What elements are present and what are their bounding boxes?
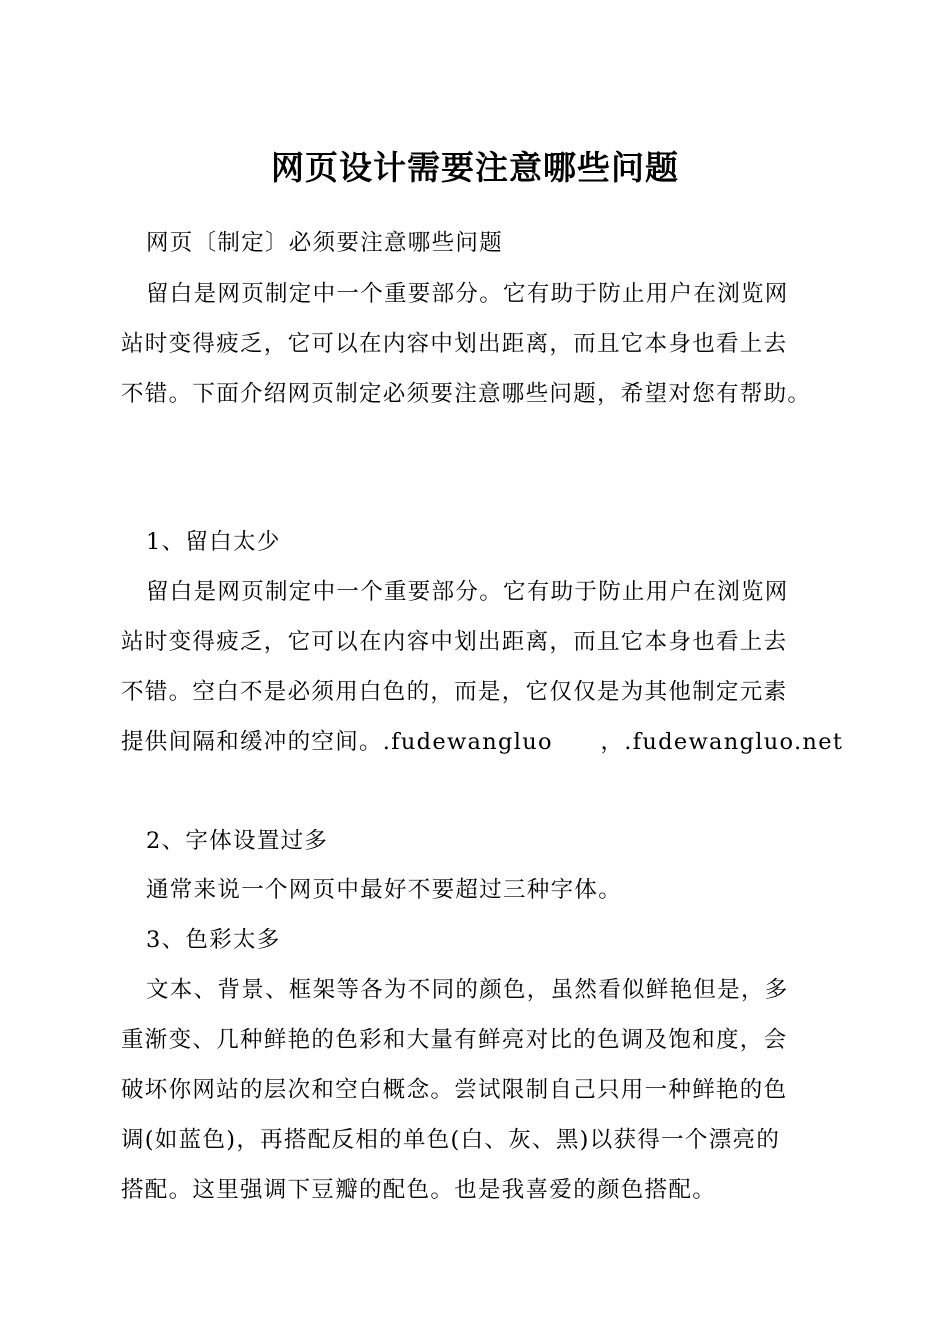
paragraph-line: 调(如蓝色)，再搭配反相的单色(白、灰、黑)以获得一个漂亮的 [121,1127,781,1153]
paragraph-line: 不错。空白不是必须用白色的，而是，它仅仅是为其他制定元素 [121,679,788,705]
paragraph-line: 留白是网页制定中一个重要部分。它有助于防止用户在浏览网 [146,579,789,605]
section-1-paragraph [121,576,844,776]
section-3-paragraph [121,974,836,1224]
section-heading-3: 3、色彩太多 [146,927,281,953]
document-subtitle: 网页〔制定〕必须要注意哪些问题 [146,230,504,256]
intro-line: 留白是网页制定中一个重要部分。它有助于防止用户在浏览网 [146,281,789,307]
document-title: 网页设计需要注意哪些问题 [271,148,679,187]
intro-line: 站时变得疲乏，它可以在内容中划出距离，而且它本身也看上去 [121,331,788,357]
paragraph-line: 重渐变、几种鲜艳的色彩和大量有鲜亮对比的色调及饱和度，会 [121,1027,788,1053]
paragraph-line: 文本、背景、框架等各为不同的颜色，虽然看似鲜艳但是，多 [146,977,789,1003]
paragraph-line: 提供间隔和缓冲的空间。.fudewangluo ，.fudewangluo.net [121,729,844,755]
paragraph-line: 搭配。这里强调下豆瓣的配色。也是我喜爱的颜色搭配。 [121,1177,717,1203]
intro-paragraph [121,278,836,428]
section-heading-2: 2、字体设置过多 [146,828,329,854]
intro-line: 不错。下面介绍网页制定必须要注意哪些问题，希望对您有帮助。 [121,381,812,407]
section-2-paragraph: 通常来说一个网页中最好不要超过三种字体。 [146,877,623,903]
section-heading-1: 1、留白太少 [146,529,281,555]
paragraph-line: 站时变得疲乏，它可以在内容中划出距离，而且它本身也看上去 [121,629,788,655]
paragraph-line: 破坏你网站的层次和空白概念。尝试限制自己只用一种鲜艳的色 [121,1077,788,1103]
